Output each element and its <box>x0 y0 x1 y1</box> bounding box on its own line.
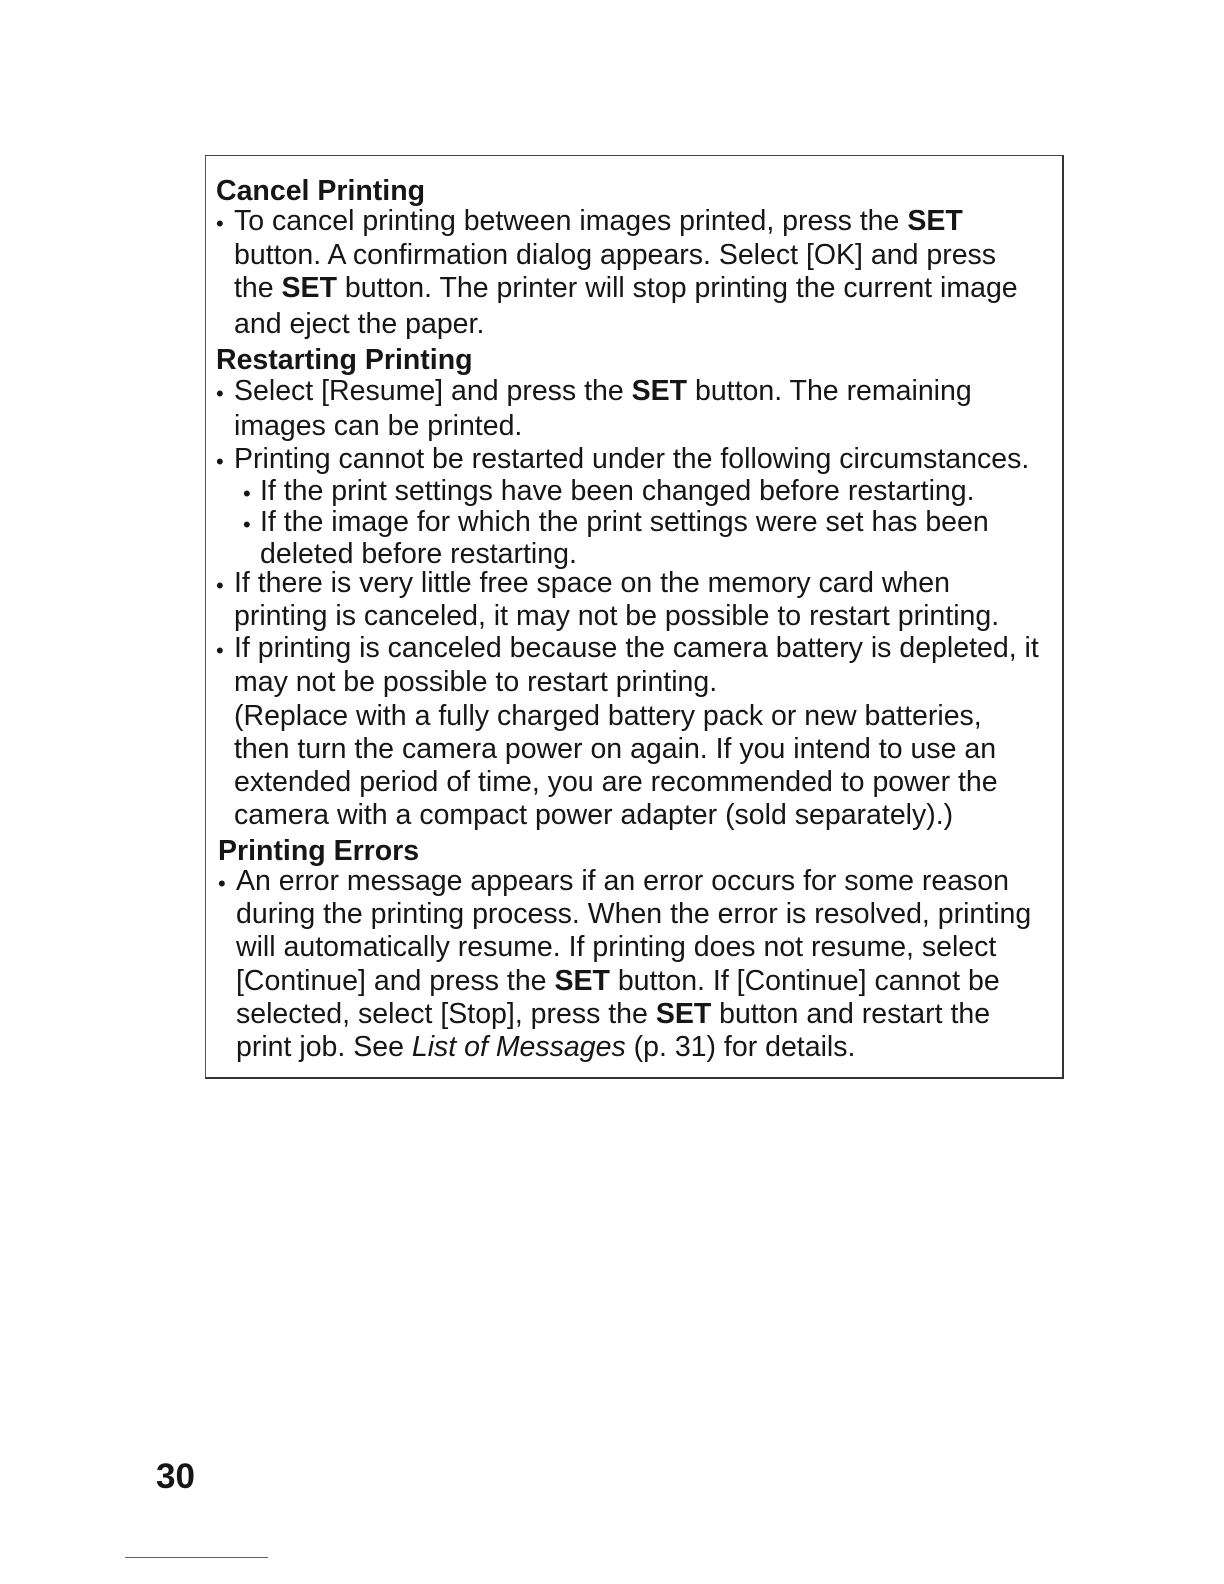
footer-rule <box>125 1557 268 1558</box>
cancel-bullet1-line3: the SET button. The printer will stop printing the current image <box>234 272 1018 304</box>
errors-bullet1-line3: will automatically resume. If printing does not resume, select <box>236 931 997 963</box>
cancel-bullet1-line1: To cancel printing between images printed, press the SET <box>234 205 963 237</box>
restart-bullet3-line1: If there is very little free space on the memory card when <box>234 567 950 599</box>
bullet-dot: • <box>218 871 226 896</box>
restart-sub2-line1: If the image for which the print settings were set has been <box>260 506 989 538</box>
list-of-messages-ref: List of Messages <box>411 1031 626 1063</box>
restart-bullet4-line3: (Replace with a fully charged battery pack or new batteries, <box>234 700 982 732</box>
restart-bullet4-line2: may not be possible to restart printing. <box>234 666 718 698</box>
restart-sub1-line1: If the print settings have been changed before restarting. <box>260 475 975 507</box>
sub-bullet-dot: • <box>243 481 251 506</box>
errors-bullet1-line1: An error message appears if an error occurs for some reason <box>236 865 1010 897</box>
errors-bullet1-line6: print job. See List of Messages (p. 31) for details. <box>236 1031 856 1063</box>
bullet-dot: • <box>216 449 224 474</box>
printing-errors-heading: Printing Errors <box>218 835 420 867</box>
restart-bullet4-line4: then turn the camera power on again. If you intend to use an <box>234 733 997 765</box>
bullet-dot: • <box>216 381 224 406</box>
bullet-dot: • <box>216 211 224 236</box>
restarting-printing-heading: Restarting Printing <box>216 344 473 376</box>
cancel-printing-heading: Cancel Printing <box>216 175 426 207</box>
restart-bullet1-line2: images can be printed. <box>234 410 523 442</box>
sub-bullet-dot: • <box>243 512 251 537</box>
restart-bullet4-line6: camera with a compact power adapter (sold separately).) <box>234 799 954 831</box>
cancel-bullet1-line4: and eject the paper. <box>234 308 485 340</box>
cancel-bullet1-line2: button. A confirmation dialog appears. Select [OK] and press <box>234 239 997 271</box>
restart-bullet2-line1: Printing cannot be restarted under the following circumstances. <box>234 443 1030 475</box>
restart-bullet4-line1: If printing is canceled because the camera battery is depleted, it <box>234 632 1039 664</box>
restart-bullet1-line1: Select [Resume] and press the SET button. The remaining <box>234 375 972 407</box>
restart-bullet3-line2: printing is canceled, it may not be possible to restart printing. <box>234 600 1000 632</box>
restart-sub2-line2: deleted before restarting. <box>260 538 577 570</box>
bullet-dot: • <box>216 573 224 598</box>
restart-bullet4-line5: extended period of time, you are recommended to power the <box>234 766 998 798</box>
page-number: 30 <box>156 1457 195 1496</box>
errors-bullet1-line4: [Continue] and press the SET button. If [Continue] cannot be <box>236 965 1000 997</box>
bullet-dot: • <box>216 638 224 663</box>
errors-bullet1-line5: selected, select [Stop], press the SET button and restart the <box>236 998 991 1030</box>
errors-bullet1-line2: during the printing process. When the error is resolved, printing <box>236 898 1032 930</box>
